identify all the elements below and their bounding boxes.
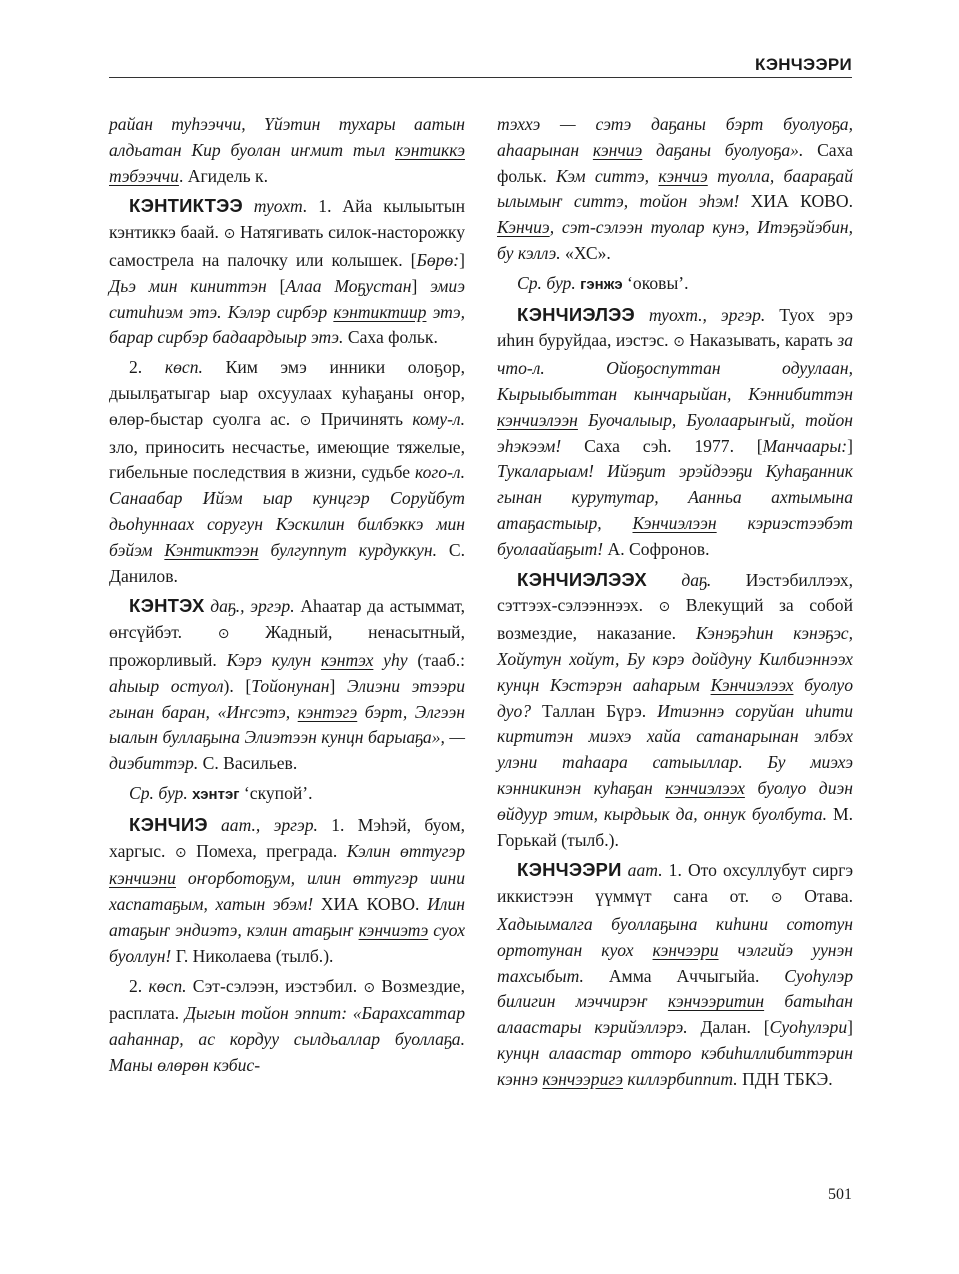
entry-text: 2. xyxy=(129,357,165,378)
entry-text: даҕаны буолуоҕа». xyxy=(642,139,804,160)
entry-text: Итиэннэ соруйан иһити киртитэн миэхэ хайа сатанарынан элбэх улэни таһаара сатыыллар. Бу миэхэ кэнникинэн куһаҕан xyxy=(497,700,853,798)
entry-text: аат., эргэр. xyxy=(207,814,318,835)
entry-text: ХИА КОВО. xyxy=(739,191,853,212)
entry-text: кунцн алаастар отторо кэбиһиллибиттэрин кэннэ xyxy=(497,1042,853,1089)
entry-text: Иэстэбиллээх, сэттээх-сэлээннээх. xyxy=(497,569,853,616)
entry-example-word: Кэнчиэ xyxy=(497,217,550,238)
entry-text: көсп. xyxy=(148,975,187,996)
entry-example-word: кэнчиэ xyxy=(658,165,708,186)
entry-text: Возмездие, расплата. xyxy=(109,975,465,1024)
translation-marker-icon: ⊙ xyxy=(363,979,376,996)
entry-example-word: Кэнтиктээн xyxy=(164,539,259,560)
entry-text: райан туһээччи, Үйэтин тухары аатын алдьатан Кир буолан иҥмит тыл xyxy=(109,114,465,160)
entry-text: Таллан Бүрэ. xyxy=(531,700,658,721)
entry-text: кэриэстээбэт буолаайаҕыт! xyxy=(497,512,853,559)
entry-text: Хадыымалга буоллаҕына киһини сототун ортотунан куох xyxy=(497,913,853,960)
entry-text: , сэт-сэлээн туолар кунэ, Итэҕэйэбин, бу кэллэ. xyxy=(497,217,853,263)
entry-text: этэ, барар сирбэр бадаардыыр этэ. xyxy=(109,301,465,348)
entry-text: даҕ., эргэр. xyxy=(204,596,295,617)
entry-text: Амма Аччыгыйа. xyxy=(583,965,785,986)
entry-text: буолуо диэн өйдуур этим, кырдьык да, оннук буолбута. xyxy=(497,777,853,824)
translation-marker-icon: ⊙ xyxy=(673,334,685,351)
left-column xyxy=(109,112,465,1083)
entry-text: туохт. xyxy=(242,196,308,217)
entry-text: Алаа Моҕустан xyxy=(285,275,412,296)
entry-text: Кэм ситтэ, xyxy=(556,165,659,186)
entry-text: Причинять xyxy=(311,408,413,429)
translation-marker-icon: ⊙ xyxy=(658,599,671,616)
entry-text: Манчаары: xyxy=(762,435,848,456)
entry-text: Саха фольк. xyxy=(343,327,438,348)
entry-text: бэрт, Элгээн ыалын буллаҕына Элиэтээн кунцн барыаҕа», — диэбиттэр. xyxy=(109,701,465,774)
entry-example-word: кэнчиэ xyxy=(592,139,643,160)
headword: КЭНЧИЭЛЭЭХ xyxy=(517,568,647,590)
dictionary-entry-paragraph xyxy=(109,112,465,189)
entry-text: ). [ xyxy=(223,675,252,696)
headword: КЭНТИКТЭЭ xyxy=(129,195,243,217)
dictionary-entry-paragraph xyxy=(109,355,465,589)
entry-text: буолуо дуо? xyxy=(497,674,853,721)
entry-text: Ср. бур. xyxy=(129,782,188,803)
entry-text: Наказывать, карать xyxy=(684,330,838,351)
entry-example-word: кэнчиэлээх xyxy=(665,777,745,798)
entry-example-word: Кэнчиэлээн xyxy=(632,512,717,533)
entry-text: оҥорботоҕум, илин өттугэр иини хаспатаҕым, хатын эбэм! xyxy=(109,868,465,915)
entry-text: С. Васильев. xyxy=(198,753,298,774)
entry-text: ] xyxy=(329,675,347,696)
headword: КЭНЧЭЭРИ xyxy=(517,859,622,881)
entry-text: Илин атаҕыҥ эндиэтэ, кэлин атаҕыҥ xyxy=(109,894,465,940)
entry-example-word: кэнчээригэ xyxy=(542,1068,623,1089)
entry-example-word: кэнчиэтэ xyxy=(358,919,429,940)
entry-text: кого-л. xyxy=(415,462,465,483)
entry-text: Дьэ мин киниттэн xyxy=(109,275,267,296)
entry-text: Тойонунан xyxy=(251,675,330,696)
entry-text: киллэрбиппит. xyxy=(622,1068,738,1089)
cognate-word: гэнжэ xyxy=(580,275,623,293)
entry-example-word: кэнчээритин xyxy=(667,991,765,1012)
entry-text: Сэт-сэлээн, иэстэбил. xyxy=(186,975,364,996)
entry-text: Влекущий за собой возмездие, наказание. xyxy=(497,595,853,644)
entry-text: Саха сэһ. 1977. [ xyxy=(561,435,763,456)
entry-example-word: кэнтэх xyxy=(320,649,374,670)
dictionary-entry-paragraph xyxy=(109,812,465,970)
entry-text: Суоһулэр билигин мэччирэҥ xyxy=(497,965,853,1012)
entry-text: тэххэ — сэтэ даҕаны бэрт буолуоҕа, аһаарынан xyxy=(497,114,853,160)
entry-text: Элиэни этээри гынан баран, «Иҥсэтэ, xyxy=(109,675,466,722)
entry-text: М. Горькай (тылб.). xyxy=(497,803,853,850)
entry-text: А. Софронов. xyxy=(603,538,710,559)
entry-example-word: кэнтиккэ тэбээччи xyxy=(109,139,465,186)
entry-text: Дыгын тойон эппит: «Барахсаттар ааһаннар, ас кордуу сылдьаллар буоллаҕа. Маны өлөрөн кэбис- xyxy=(109,1003,466,1075)
entry-text: 1. Ото охсуллубут сиргэ иккистээн үүммүт саҥа от. xyxy=(497,860,853,907)
entry-text: . Агидель к. xyxy=(178,165,268,186)
dictionary-entry-paragraph xyxy=(497,857,853,1092)
dictionary-entry-paragraph xyxy=(109,974,465,1079)
entry-text: (тааб.: xyxy=(407,649,465,670)
entry-text: зло, приносить несчастье, имеющие тяжелые, гибельные последствия в жизни, судьбе xyxy=(109,436,465,483)
entry-text: эмиэ ситиһиэм этэ. Кэлэр сирбэр xyxy=(109,275,465,322)
headword: КЭНТЭХ xyxy=(129,595,205,617)
entry-text: чэлгийэ уунэн тахсыбыт. xyxy=(497,939,853,986)
entry-text: Далан. [ xyxy=(687,1017,770,1038)
entry-text: Ср. бур. xyxy=(517,272,576,293)
entry-text: Туох эрэ иһин буруйдаа, иэстэс. xyxy=(497,304,853,351)
translation-marker-icon: ⊙ xyxy=(299,412,312,429)
dictionary-entry-paragraph xyxy=(497,271,853,298)
translation-marker-icon: ⊙ xyxy=(770,890,783,907)
dictionary-entry-paragraph xyxy=(109,593,465,777)
entry-text: Аһаатар да астыммат, өҥсүйбэт. xyxy=(109,596,465,643)
entry-text: Суоһулэри xyxy=(769,1017,848,1038)
entry-text: ] xyxy=(411,275,431,296)
right-column xyxy=(497,112,853,1096)
entry-text: ‘скупой’. xyxy=(239,782,313,803)
dictionary-entry-paragraph xyxy=(497,567,853,854)
entry-example-word: кэнчиэлээн xyxy=(497,409,578,430)
entry-text: даҕ. xyxy=(646,569,712,590)
entry-text: ‘оковы’. xyxy=(622,272,689,293)
entry-text: аһыыр остуол xyxy=(109,675,224,696)
entry-text: Помеха, преграда. xyxy=(186,840,347,861)
dictionary-entry-paragraph xyxy=(497,112,853,267)
entry-text: «ХС». xyxy=(560,242,611,263)
entry-text: Кэрэ кулун xyxy=(226,649,321,670)
entry-example-word: кэнчиэни xyxy=(109,868,176,889)
entry-text: Санаабар Ийэм ыар кунцгэр Соруйбут дьоһуннаах соругун Кэскилин билбэккэ мин бэйэм xyxy=(109,488,465,560)
header-rule xyxy=(109,77,852,78)
entry-example-word: кэнтэгэ xyxy=(297,701,358,722)
entry-text: [ xyxy=(266,275,286,296)
entry-text: Жадный, ненасытный, прожорливый. xyxy=(109,622,465,670)
page-number: 501 xyxy=(828,1186,852,1203)
entry-text: көсп. xyxy=(164,357,203,378)
entry-text: Кэнэҕэһин кэнэҕэс, Хойутун хойут, Бу кэрэ дойдуну Килбиэннээх кунцн Кэстэрэн ааһарым xyxy=(497,623,853,695)
entry-text: булгуппут курдуккун. xyxy=(258,539,437,560)
dictionary-entry-paragraph xyxy=(109,193,465,351)
entry-text: Саха фольк. xyxy=(497,139,853,186)
entry-text: 2. xyxy=(129,975,149,996)
translation-marker-icon: ⊙ xyxy=(174,844,187,861)
headword: КЭНЧИЭ xyxy=(129,813,208,835)
entry-text: Натягивать силок-насторожку самострела на палочку или колышек. [ xyxy=(109,222,465,270)
entry-text: ] xyxy=(459,249,465,270)
entry-example-word: кэнчээри xyxy=(652,939,719,960)
entry-text: 1. Мэһэй, буом, харгыс. xyxy=(109,814,465,861)
entry-text: Бөрө: xyxy=(416,249,460,270)
entry-text: уһу xyxy=(373,649,408,670)
running-head: КЭНЧЭЭРИ xyxy=(754,55,852,74)
entry-text: аат. xyxy=(621,860,663,881)
entry-example-word: Кэнчиэлээх xyxy=(710,674,794,695)
entry-text: ХИА КОВО. xyxy=(313,894,428,915)
entry-text: С. Данилов. xyxy=(109,539,465,586)
entry-text: батыһан алаастары кэрийэллэрэ. xyxy=(497,991,853,1038)
entry-text: суох буоллун! xyxy=(109,919,466,966)
dictionary-entry-paragraph xyxy=(497,302,853,563)
entry-text: Г. Николаева (тылб.). xyxy=(171,945,334,966)
entry-text: ПДН ТБКЭ. xyxy=(737,1068,833,1089)
headword: КЭНЧИЭЛЭЭ xyxy=(517,303,635,325)
translation-marker-icon: ⊙ xyxy=(223,226,236,243)
entry-text: 1. Айа кылыытын кэнтиккэ баай. xyxy=(109,196,465,243)
entry-text: Ким эмэ инники олоҕор, дыылҕатыгар ыар охсуулаах куһаҕаны оҥор, өлөр-быстар суолга ас. xyxy=(109,357,466,429)
entry-text: Отава. xyxy=(782,886,853,907)
entry-text: туохт., эргэр. xyxy=(634,304,766,325)
dictionary-entry-paragraph xyxy=(109,781,465,808)
entry-example-word: кэнтиктиир xyxy=(333,301,427,322)
cognate-word: хэнтэг xyxy=(192,785,240,803)
entry-text: за что-л. Ойоҕоспуттан одуулаан, Кырыыбыттан кынчарыйан, Кэннибиттэн xyxy=(497,330,853,404)
entry-text: туолла, баараҕай ылымыҥ ситтэ, тойон эһэм! xyxy=(497,165,854,212)
entry-text: ] xyxy=(847,435,853,456)
entry-text: кому-л. xyxy=(412,408,465,429)
entry-text: Тукаларыам! Ийэҕит эрэйдээҕи Куһаҕанник гынан курутутар, Аанньа ахтымына атаҕастыыр, xyxy=(497,461,853,533)
translation-marker-icon: ⊙ xyxy=(217,626,230,643)
entry-text: Буочалыыр, Буолаарыҥый, тойон эһэкээм! xyxy=(497,409,853,456)
entry-text: Кэлин өттугэр xyxy=(346,840,465,861)
entry-text: ] xyxy=(847,1017,853,1038)
